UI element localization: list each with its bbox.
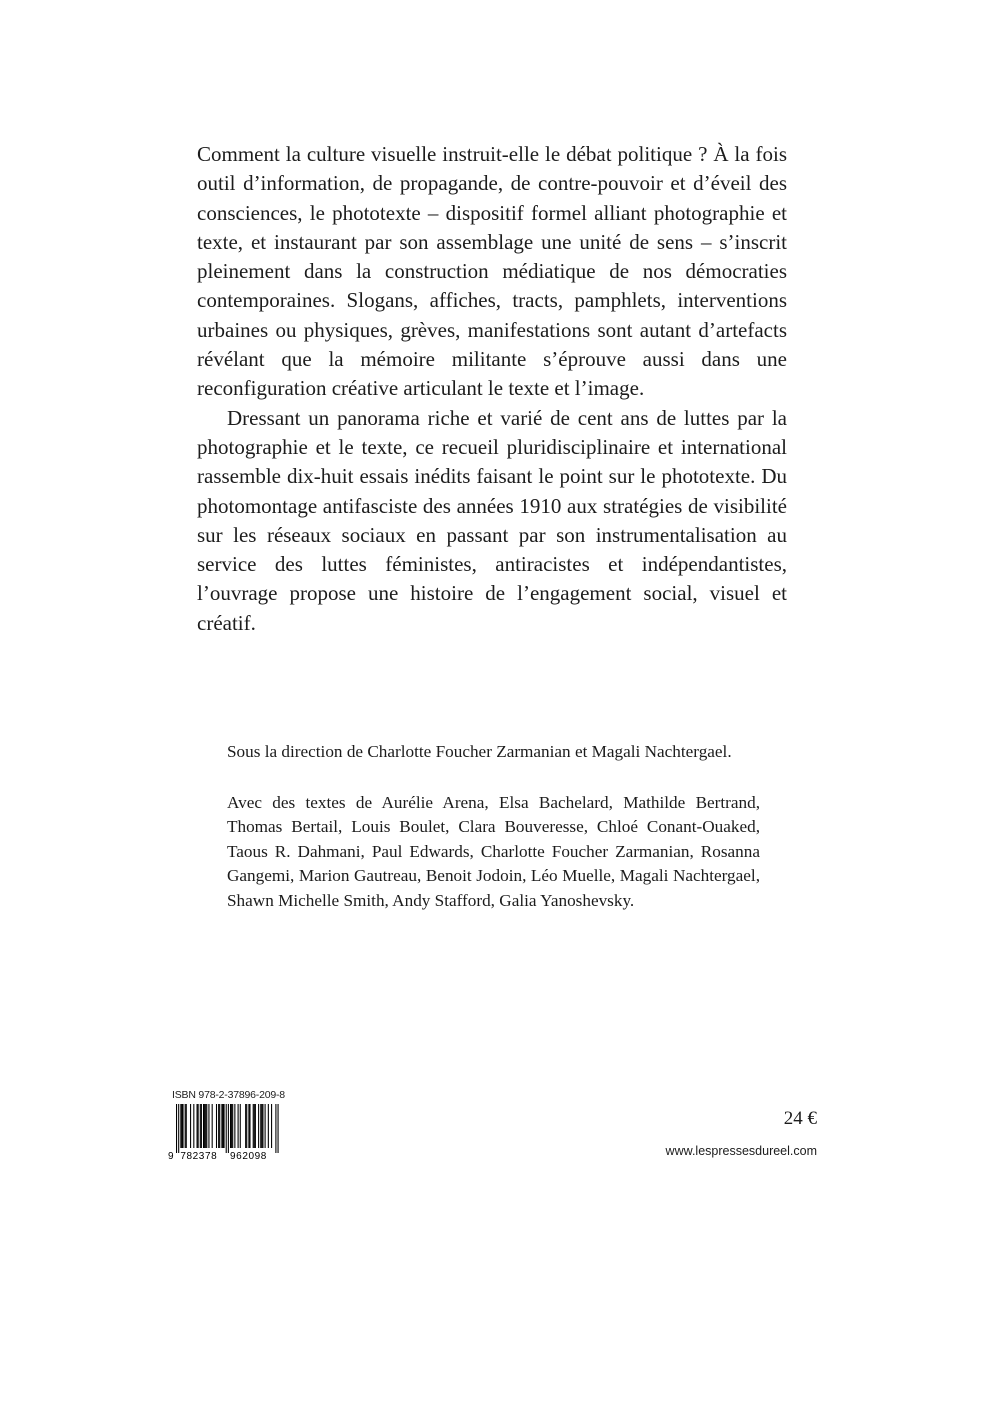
barcode-bar	[197, 1104, 198, 1148]
barcode-bar	[271, 1104, 272, 1148]
price: 24 €	[783, 1108, 817, 1129]
barcode-bar	[255, 1104, 256, 1148]
barcode-bar	[230, 1104, 231, 1148]
barcode-bar	[193, 1104, 194, 1148]
publisher-website[interactable]: www.lespressesdureel.com	[665, 1144, 817, 1158]
barcode-bar	[253, 1104, 254, 1148]
barcode-bar	[181, 1104, 182, 1148]
barcode-bar	[254, 1104, 255, 1148]
barcode-bar	[268, 1104, 269, 1148]
barcode-bar	[180, 1104, 181, 1148]
barcode-bar	[178, 1104, 179, 1153]
barcode-bar	[260, 1104, 261, 1148]
barcode-bar	[226, 1104, 227, 1153]
barcode-bar	[232, 1104, 233, 1148]
barcode-graphic	[166, 1104, 286, 1162]
barcode-bar	[206, 1104, 207, 1148]
editors-line: Sous la direction de Charlotte Foucher Zarmanian et Magali Nachtergael.	[227, 742, 732, 761]
barcode-bar	[204, 1104, 205, 1148]
barcode-bar	[185, 1104, 186, 1148]
barcode-digits: 962098	[230, 1151, 267, 1162]
barcode-bar	[246, 1104, 247, 1148]
barcode-bar	[200, 1104, 201, 1148]
barcode-bar	[262, 1104, 263, 1148]
barcode-digits: 9	[168, 1151, 175, 1162]
blurb-paragraph-2: Dressant un panorama riche et varié de cent ans de luttes par la photographie et le texte, ce recueil pluridisciplinaire et international rassemble dix-huit essais inédits faisant le point sur le phototexte. Du photomontage antifasciste des années 1910 aux stratégies de visibilité sur les réseaux sociaux en passant par son instrumentalisation au service des luttes féministes, antiracistes et indépendantistes, l’ouvrage propose une histoire de l’engagement social, visuel et créatif.	[197, 405, 787, 635]
barcode-bar	[186, 1104, 187, 1148]
barcode-bar	[205, 1104, 206, 1148]
barcode-bar	[176, 1104, 177, 1153]
blurb-paragraph-1: Comment la culture visuelle instruit-elle le débat politique ? À la fois outil d’information, de propagande, de contre-pouvoir et d’éveil des consciences, le phototexte – dispositif formel alliant photographie et texte, et instaurant par son assemblage une unité de sens – s’inscrit pleinement dans la construction médiatique de nos démocraties contemporaines. Slogans, affiches, tracts, pamphlets, interventions urbaines ou physiques, grèves, manifestations sont autant d’artefacts révélant que la mémoire militante s’éprouve aussi dans une reconfiguration créative articulant le texte et l’image.	[197, 142, 787, 401]
barcode-bar	[228, 1104, 229, 1153]
barcode	[166, 1104, 286, 1162]
credits	[227, 740, 760, 914]
barcode-bar	[203, 1104, 204, 1148]
barcode-digits: 782378	[180, 1151, 218, 1162]
barcode-bar	[208, 1104, 209, 1148]
barcode-bar	[275, 1104, 276, 1153]
barcode-bar	[221, 1104, 222, 1148]
isbn-label: ISBN 978-2-37896-209-8	[172, 1089, 285, 1101]
barcode-bar	[212, 1104, 213, 1148]
barcode-bar	[238, 1104, 239, 1148]
barcode-bar	[278, 1104, 279, 1153]
barcode-bar	[219, 1104, 220, 1148]
barcode-bar	[222, 1104, 223, 1148]
barcode-bar	[216, 1104, 217, 1148]
barcode-bar	[258, 1104, 259, 1148]
barcode-bar	[265, 1104, 266, 1148]
barcode-bar	[198, 1104, 199, 1148]
barcode-bar	[182, 1104, 183, 1148]
barcode-bar	[249, 1104, 250, 1148]
barcode-bar	[201, 1104, 202, 1148]
barcode-bar	[224, 1104, 225, 1148]
back-cover-blurb	[197, 140, 787, 638]
contributors-line: Avec des textes de Aurélie Arena, Elsa Bachelard, Mathilde Bertrand, Thomas Bertail, Louis Boulet, Clara Bouveresse, Chloé Conant-Ouaked, Taous R. Dahmani, Paul Edwards, Charlotte Foucher Zarmanian, Rosanna Gangemi, Marion Gautreau, Benoit Jodoin, Léo Muelle, Magali Nachtergael, Shawn Michelle Smith, Andy Stafford, Galia Yanoshevsky.	[227, 792, 760, 910]
barcode-bar	[261, 1104, 262, 1148]
barcode-bar	[240, 1104, 241, 1148]
barcode-bar	[231, 1104, 232, 1148]
barcode-bar	[218, 1104, 219, 1148]
barcode-bar	[248, 1104, 249, 1148]
barcode-bar	[234, 1104, 235, 1148]
barcode-bar	[190, 1104, 191, 1148]
barcode-bar	[245, 1104, 246, 1148]
